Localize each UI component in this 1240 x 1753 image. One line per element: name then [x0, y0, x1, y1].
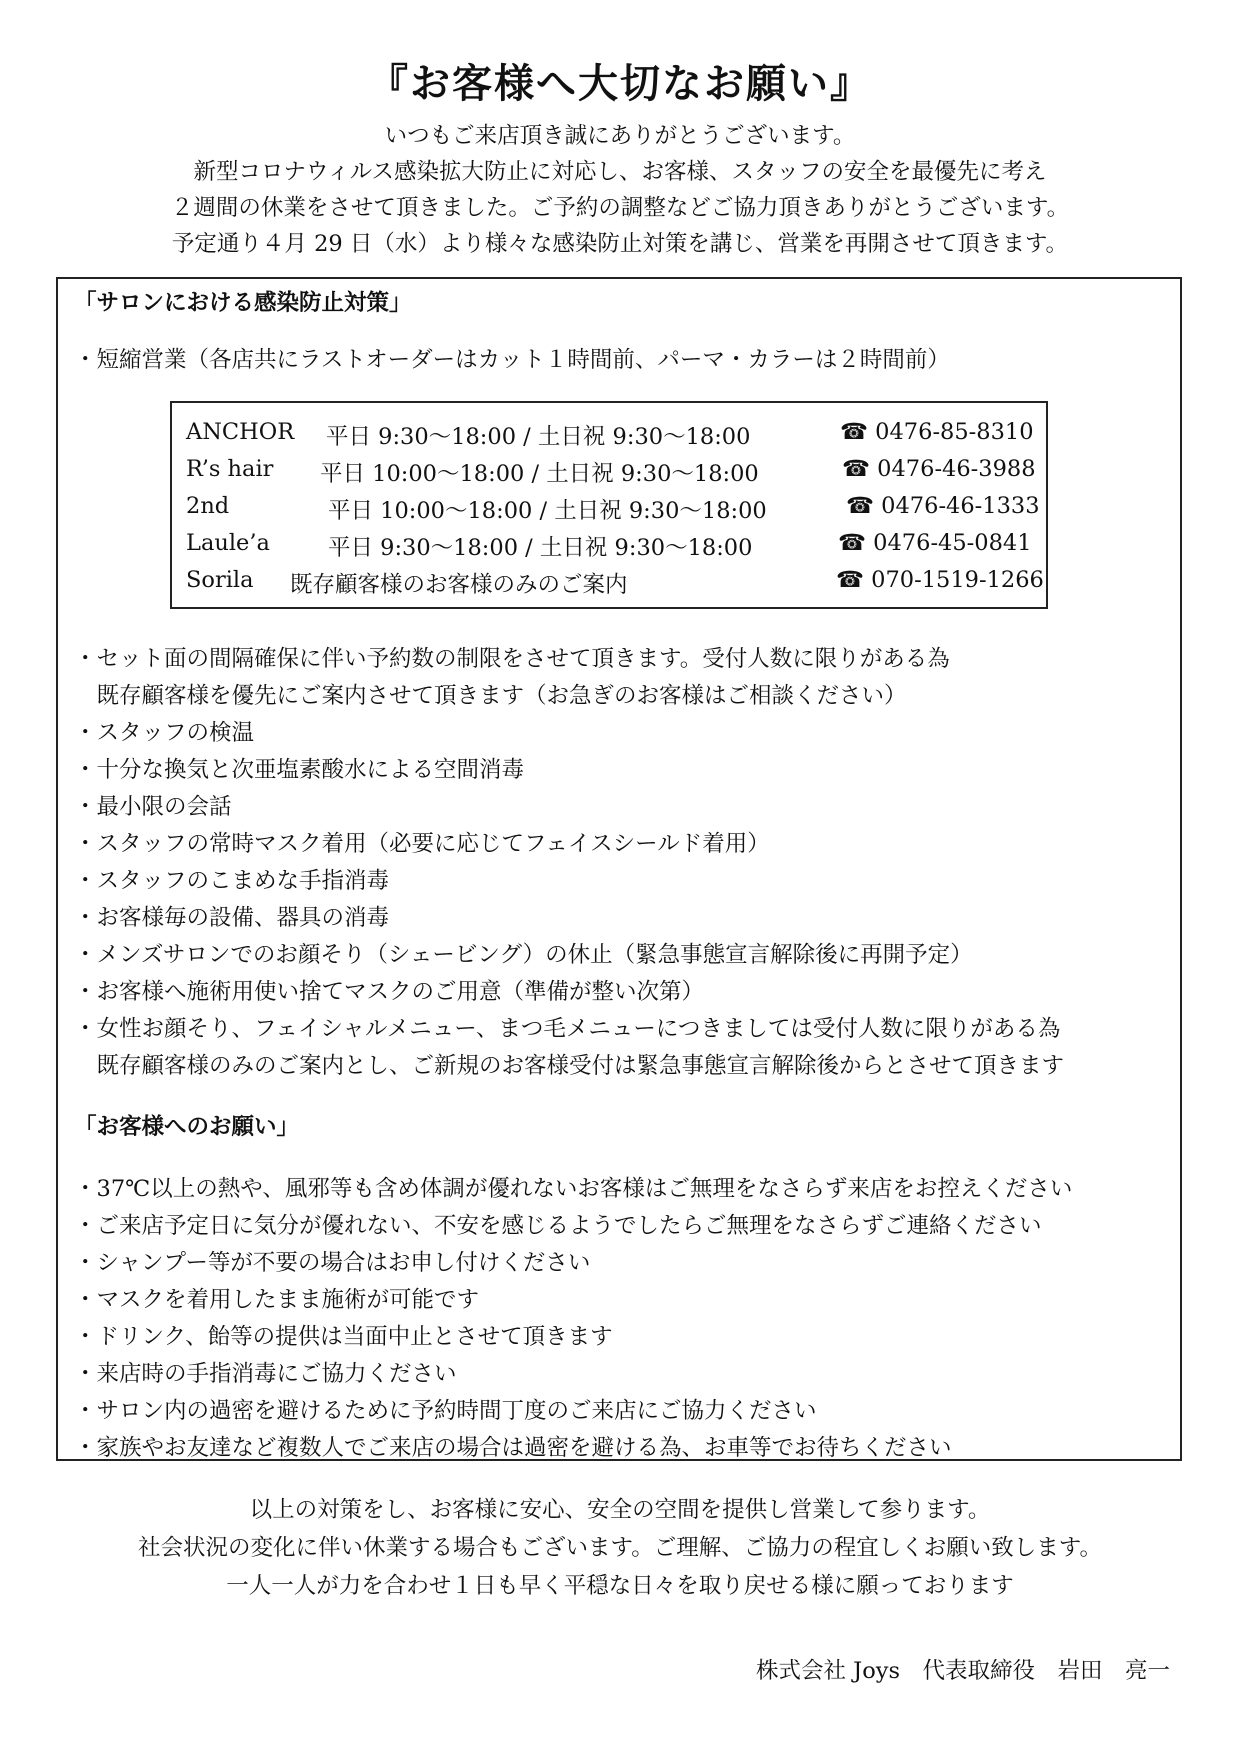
- store-phone: ☎ 0476-45-0841: [838, 530, 1032, 556]
- request-item: ・シャンプー等が不要の場合はお申し付けください: [74, 1250, 591, 1276]
- store-phone: ☎ 0476-46-1333: [846, 493, 1040, 519]
- measure-item: ・スタッフの常時マスク着用（必要に応じてフェイスシールド着用）: [74, 831, 770, 857]
- request-item: ・マスクを着用したまま施術が可能です: [74, 1287, 480, 1313]
- measure-item: ・お客様毎の設備、器具の消毒: [74, 905, 390, 931]
- store-name: Sorila: [186, 567, 254, 593]
- measure-item: 既存顧客様のみのご案内とし、ご新規のお客様受付は緊急事態宣言解除後からとさせて頂きます: [74, 1053, 1065, 1079]
- measure-item: ・スタッフの検温: [74, 720, 255, 746]
- intro-line: 新型コロナウィルス感染拡大防止に対応し、お客様、スタッフの安全を最優先に考え: [193, 159, 1047, 185]
- store-name: Laule’a: [186, 530, 270, 556]
- store-phone: ☎ 070-1519-1266: [836, 567, 1044, 593]
- closing-paragraph: [0, 1491, 1240, 1605]
- store-name: R’s hair: [186, 456, 274, 482]
- closing-line: 社会状況の変化に伴い休業する場合もございます。ご理解、ご協力の程宜しくお願い致します。: [138, 1535, 1102, 1561]
- request-item: ・ドリンク、飴等の提供は当面中止とさせて頂きます: [74, 1324, 613, 1350]
- measures-box: [56, 277, 1182, 1461]
- closing-line: 以上の対策をし、お客様に安心、安全の空間を提供し営業して参ります。: [249, 1497, 991, 1523]
- store-phone: ☎ 0476-85-8310: [840, 419, 1034, 445]
- store-row: [186, 456, 1036, 488]
- store-phone: ☎ 0476-46-3988: [842, 456, 1036, 482]
- store-hours: 平日 10:00〜18:00 / 土日祝 9:30〜18:00: [320, 461, 759, 487]
- measure-item: 既存顧客様を優先にご案内させて頂きます（お急ぎのお客様はご相談ください）: [74, 683, 907, 709]
- signature: 株式会社 Joys 代表取締役 岩田 亮一: [756, 1658, 1170, 1684]
- request-item: ・サロン内の過密を避けるために予約時間丁度のご来店にご協力ください: [74, 1398, 817, 1424]
- intro-line: 予定通り４月 29 日（水）より様々な感染防止対策を講じ、営業を再開させて頂きます。: [171, 231, 1069, 257]
- short-hours-note: ・短縮営業（各店共にラストオーダーはカット１時間前、パーマ・カラーは２時間前）: [74, 347, 950, 373]
- request-item: ・来店時の手指消毒にご協力ください: [74, 1361, 457, 1387]
- salon-section-heading: 「サロンにおける感染防止対策」: [74, 290, 412, 316]
- measure-item: ・スタッフのこまめな手指消毒: [74, 868, 390, 894]
- measure-item: ・最小限の会話: [74, 794, 232, 820]
- store-row: [186, 567, 1044, 599]
- page-title: 『お客様へ大切なお願い』: [368, 60, 872, 107]
- intro-paragraph: [0, 118, 1240, 262]
- store-row: [186, 419, 1036, 451]
- request-section-heading: 「お客様へのお願い」: [74, 1114, 300, 1140]
- store-hours: 既存顧客様のお客様のみのご案内: [290, 572, 628, 598]
- measure-item: ・十分な換気と次亜塩素酸水による空間消毒: [74, 757, 525, 783]
- store-hours: 平日 10:00〜18:00 / 土日祝 9:30〜18:00: [328, 498, 767, 524]
- store-hours: 平日 9:30〜18:00 / 土日祝 9:30〜18:00: [326, 424, 751, 450]
- closing-line: 一人一人が力を合わせ１日も早く平穏な日々を取り戻せる様に願っております: [226, 1573, 1014, 1599]
- store-row: [186, 493, 1040, 525]
- store-name: 2nd: [186, 493, 230, 519]
- request-item: ・37℃以上の熱や、風邪等も含め体調が優れないお客様はご無理をなさらず来店をお控えください: [74, 1176, 1073, 1202]
- intro-line: いつもご来店頂き誠にありがとうございます。: [384, 123, 856, 149]
- store-hours: 平日 9:30〜18:00 / 土日祝 9:30〜18:00: [328, 535, 753, 561]
- store-name: ANCHOR: [186, 419, 295, 445]
- measure-item: ・お客様へ施術用使い捨てマスクのご用意（準備が整い次第）: [74, 979, 705, 1005]
- measure-item: ・女性お顔そり、フェイシャルメニュー、まつ毛メニューにつきましては受付人数に限りがある為: [74, 1016, 1061, 1042]
- request-item: ・ご来店予定日に気分が優れない、不安を感じるようでしたらご無理をなさらずご連絡ください: [74, 1213, 1042, 1239]
- request-item: ・家族やお友達など複数人でご来店の場合は過密を避ける為、お車等でお待ちください: [74, 1435, 952, 1461]
- store-row: [186, 530, 1036, 562]
- intro-line: ２週間の休業をさせて頂きました。ご予約の調整などご協力頂きありがとうございます。: [170, 195, 1070, 221]
- store-hours-table: [170, 401, 1048, 609]
- measure-item: ・メンズサロンでのお顔そり（シェービング）の休止（緊急事態宣言解除後に再開予定）: [74, 942, 973, 968]
- measure-item: ・セット面の間隔確保に伴い予約数の制限をさせて頂きます。受付人数に限りがある為: [74, 646, 950, 672]
